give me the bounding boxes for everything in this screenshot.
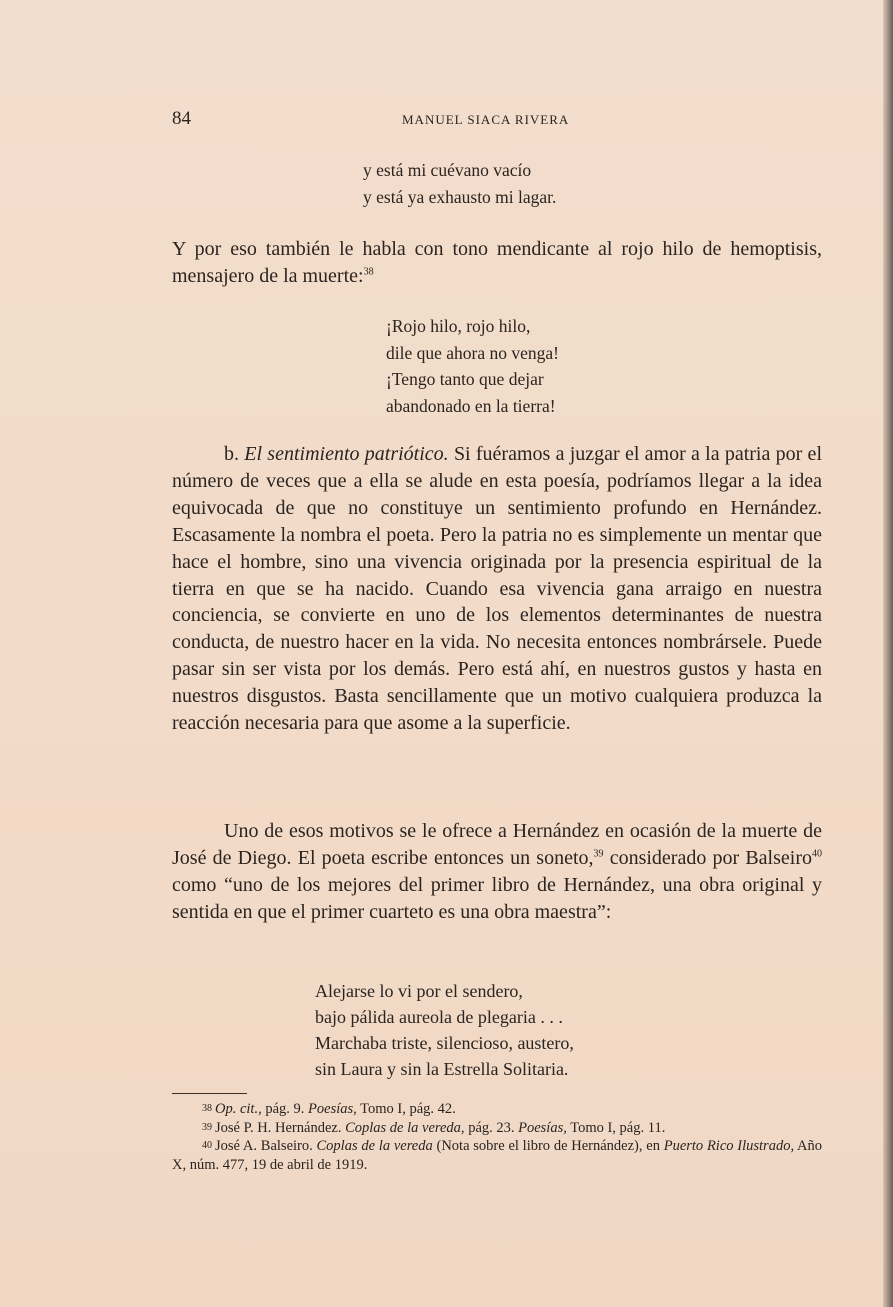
- footnote-text: Año X, núm. 477, 19 de abril de 1919.: [172, 1138, 823, 1173]
- paragraph-2: [172, 441, 822, 737]
- footnote-text: Tomo I, pág. 42.: [356, 1101, 456, 1117]
- running-head: MANUEL SIACA RIVERA: [402, 112, 570, 127]
- footnote-text: José A. Balseiro.: [215, 1138, 317, 1154]
- verse-line: dile que ahora no venga!: [386, 342, 559, 363]
- footnote-text: Poesías,: [308, 1101, 357, 1117]
- footnote-text: Puerto Rico Ilustrado,: [663, 1138, 795, 1154]
- footnote-number: 40: [202, 1140, 212, 1151]
- paragraph-text: como “uno de los mejores del primer libro de Hernández, una obra original y sentida en que el primer cuarteto es una obra maestra”:: [172, 873, 822, 923]
- paragraph-text: Si fuéramos a juzgar el amor a la patria por el número de veces que a ella se alude en esta poesía, podríamos llegar a la idea equivocada de que no constituye un sentimiento profundo en Hernández. Escasamente la nombra el poeta. Pero la patria no es simplemente un mentar que hace el hombre, sino una vivencia originada por la presencia espiritual de la tierra en que se ha nacido. Cuando esa vivencia gana arraigo en nuestra conciencia, se convierte en uno de los elementos determinantes de nuestra conducta, de nuestro hacer en la vida. No necesita entonces nombrársele. Puede pasar sin ser vista por los demás. Pero está ahí, en nuestros gustos y hasta en nuestros disgustos. Basta sencillamente que un motivo cualquiera produzca la reacción necesaria para que asome a la superficie.: [172, 443, 822, 735]
- verse-quote-1: [363, 157, 556, 210]
- paragraph-text: considerado por Balseiro: [603, 846, 812, 869]
- verse-line: bajo pálida aureola de plegaria . . .: [315, 1007, 563, 1027]
- footnote-text: José P. H. Hernández.: [215, 1119, 346, 1136]
- footnote-text: Op. cit.,: [215, 1101, 262, 1117]
- verse-line: sin Laura y sin la Estrella Solitaria.: [315, 1059, 569, 1079]
- footnote-text: (Nota sobre el libro de Hernández), en: [432, 1138, 664, 1154]
- footnote-38: [172, 1100, 822, 1119]
- footnote-text: pág. 9.: [261, 1101, 309, 1117]
- footnote-39: [172, 1119, 822, 1138]
- page-edge-shadow: [883, 0, 893, 1307]
- section-label: b.: [224, 443, 239, 465]
- paragraph-text: Uno de esos motivos se le ofrece a Hernández en ocasión de la muerte de José de Diego. El poeta escribe entonces un soneto,: [172, 820, 822, 869]
- paragraph-text: Y por eso también le habla con tono mendicante al rojo hilo de hemoptisis, mensajero de la muerte:: [172, 238, 822, 287]
- page-number: 84: [172, 108, 191, 129]
- verse-line: abandonado en la tierra!: [386, 395, 556, 416]
- footnote-ref: 40: [812, 848, 822, 860]
- verse-line: Marchaba triste, silencioso, austero,: [315, 1033, 574, 1053]
- verse-line: y está ya exhausto mi lagar.: [363, 186, 557, 207]
- footnote-ref: 39: [593, 848, 604, 860]
- page-header: [172, 108, 822, 132]
- verse-line: ¡Tengo tanto que dejar: [386, 369, 544, 389]
- footnotes: [172, 1100, 822, 1174]
- footnote-number: 39: [202, 1121, 212, 1133]
- verse-quote-2: [386, 313, 559, 419]
- section-title: El sentimiento patriótico.: [244, 443, 449, 465]
- verse-quote-3: [315, 978, 574, 1082]
- footnote-ref: 38: [363, 266, 374, 278]
- footnote-text: Tomo I, pág. 11.: [566, 1119, 666, 1136]
- verse-line: y está mi cuévano vacío: [363, 160, 532, 180]
- footnote-text: Coplas de la vereda: [316, 1138, 433, 1154]
- footnote-40: [172, 1137, 822, 1174]
- footnote-divider: [172, 1093, 247, 1094]
- footnote-number: 38: [202, 1103, 212, 1114]
- footnote-text: pág. 23.: [464, 1119, 519, 1136]
- footnote-text: Coplas de la vereda,: [345, 1119, 465, 1136]
- paragraph-3: [172, 818, 822, 926]
- verse-line: ¡Rojo hilo, rojo hilo,: [386, 316, 531, 336]
- verse-line: Alejarse lo vi por el sendero,: [315, 981, 523, 1001]
- paragraph-1: [172, 236, 822, 290]
- footnote-text: Poesías,: [518, 1119, 567, 1136]
